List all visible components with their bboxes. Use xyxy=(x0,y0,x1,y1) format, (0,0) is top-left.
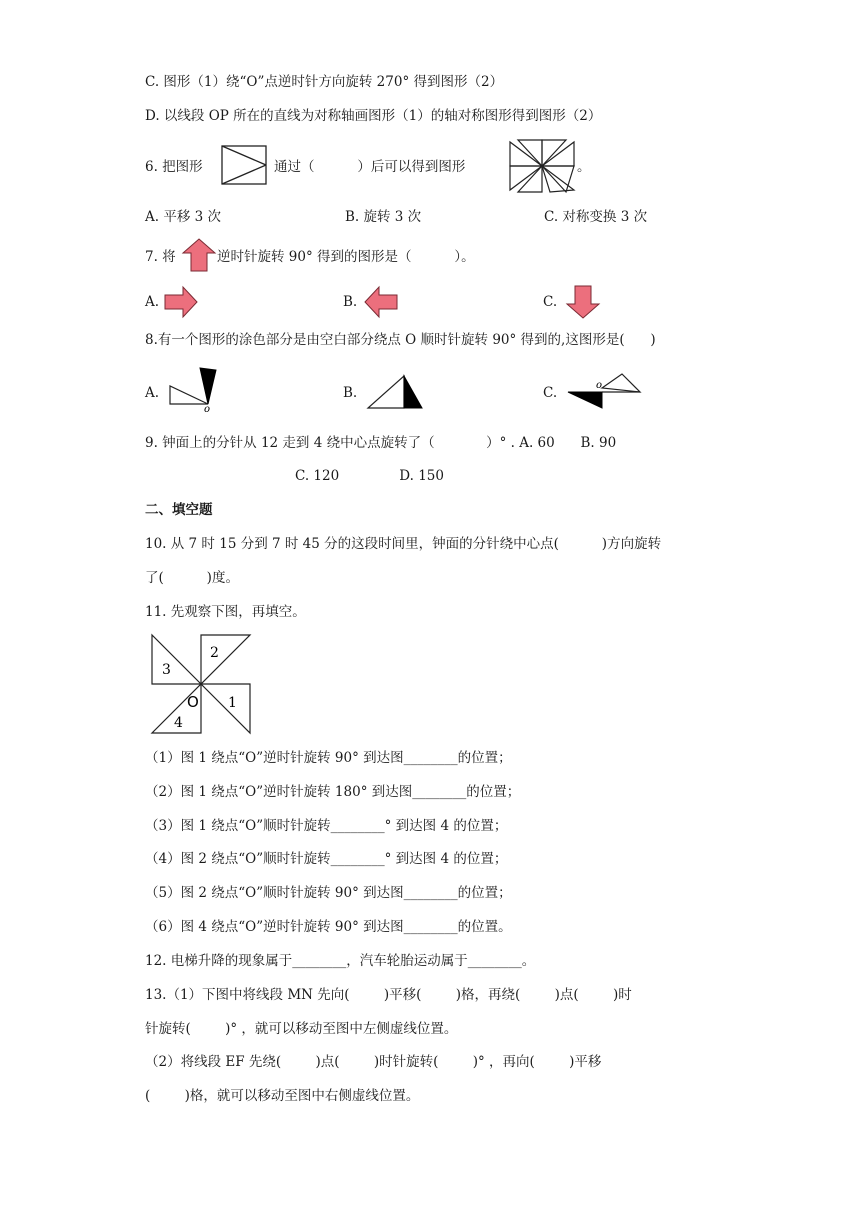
pinwheel-label-1: 1 xyxy=(228,695,237,711)
q9-options: C. 120 D. 150 xyxy=(295,468,444,484)
q8-figure-b xyxy=(366,372,424,412)
q6-option-c: C. 对称变换 3 次 xyxy=(544,209,648,225)
q13-part1-line1: 13.（1）下图中将线段 MN 先向( )平移( )格，再绕( )点( )时 xyxy=(145,987,632,1003)
q7-option-b-label: B. xyxy=(343,294,358,310)
q9-text: 9. 钟面上的分针从 12 走到 4 绕中心点旋转了（ ）° . A. 60 B. 90 xyxy=(145,435,617,451)
q13-part2-line1: （2）将线段 EF 先绕( )点( )时针旋转( )° ，再向( )平移 xyxy=(145,1054,602,1070)
q8-figure-c xyxy=(566,372,642,412)
q8-option-b-label: B. xyxy=(343,385,358,401)
q7-up-arrow-figure xyxy=(182,238,216,272)
q7-option-a-label: A. xyxy=(145,294,160,310)
pinwheel-label-3: 3 xyxy=(162,662,171,678)
q10-line-1: 10. 从 7 时 15 分到 7 时 45 分的这段时间里，钟面的分针绕中心点( )方向旋转 xyxy=(145,536,662,552)
q6-text-middle: 通过（ ）后可以得到图形 xyxy=(274,159,466,175)
q7-right-arrow-figure xyxy=(164,286,198,318)
q11-intro: 11. 先观察下图，再填空。 xyxy=(145,604,306,620)
q7-left-arrow-figure xyxy=(364,286,398,318)
q11-item-3: （3）图 1 绕点“O”顺时针旋转________° 到达图 4 的位置； xyxy=(145,818,508,834)
pinwheel-triangle-2 xyxy=(201,635,250,684)
pinwheel-label-2: 2 xyxy=(210,645,219,661)
pinwheel-label-o: O xyxy=(187,693,199,711)
q11-item-1: （1）图 1 绕点“O”逆时针旋转 90° 到达图________的位置； xyxy=(145,750,512,766)
q6-pinwheel-figure xyxy=(508,138,576,194)
q11-pinwheel-figure xyxy=(150,633,252,735)
pinwheel-triangle-3 xyxy=(152,635,201,684)
q8-option-c-label: C. xyxy=(543,385,558,401)
option-d-line: D. 以线段 OP 所在的直线为对称轴画图形（1）的轴对称图形得到图形（2） xyxy=(145,108,602,124)
q13-part2-line2: ( )格，就可以移动至图中右侧虚线位置。 xyxy=(145,1088,420,1104)
q13-part1-line2: 针旋转( )° ，就可以移动至图中左侧虚线位置。 xyxy=(145,1021,458,1037)
q10-line-2: 了( )度。 xyxy=(145,570,239,586)
q8-a-o-label: o xyxy=(204,404,211,415)
q8-option-a-label: A. xyxy=(145,385,160,401)
pinwheel-label-4: 4 xyxy=(174,715,183,731)
q11-item-2: （2）图 1 绕点“O”逆时针旋转 180° 到达图________的位置； xyxy=(145,784,521,800)
q6-option-b: B. 旋转 3 次 xyxy=(345,209,422,225)
q8-figure-a xyxy=(168,366,220,415)
q7-down-arrow-figure xyxy=(566,285,600,319)
q11-item-5: （5）图 2 绕点“O”顺时针旋转 90° 到达图________的位置； xyxy=(145,885,512,901)
q11-item-6: （6）图 4 绕点“O”逆时针旋转 90° 到达图________的位置。 xyxy=(145,919,512,935)
q8-text: 8.有一个图形的涂色部分是由空白部分绕点 O 顺时针旋转 90° 得到的,这图形是( ) xyxy=(145,332,656,348)
q6-small-triangle-figure xyxy=(221,145,267,185)
pinwheel-triangle-1 xyxy=(201,684,250,733)
q6-text-start: 6. 把图形 xyxy=(145,159,203,175)
option-c-line: C. 图形（1）绕“O”点逆时针方向旋转 270° 得到图形（2） xyxy=(145,74,504,90)
q7-option-c-label: C. xyxy=(543,294,558,310)
q6-option-a: A. 平移 3 次 xyxy=(145,209,222,225)
q7-text-start: 7. 将 xyxy=(145,249,176,265)
q11-item-4: （4）图 2 绕点“O”顺时针旋转________° 到达图 4 的位置； xyxy=(145,851,508,867)
section-title-fill-in: 二、填空题 xyxy=(145,502,213,518)
q12-text: 12. 电梯升降的现象属于________，汽车轮胎运动属于________。 xyxy=(145,953,536,969)
q8-c-o-label: o xyxy=(596,380,603,391)
q7-text-end: 逆时针旋转 90° 得到的图形是（ ）。 xyxy=(217,249,475,265)
q6-text-end: 。 xyxy=(577,159,591,175)
